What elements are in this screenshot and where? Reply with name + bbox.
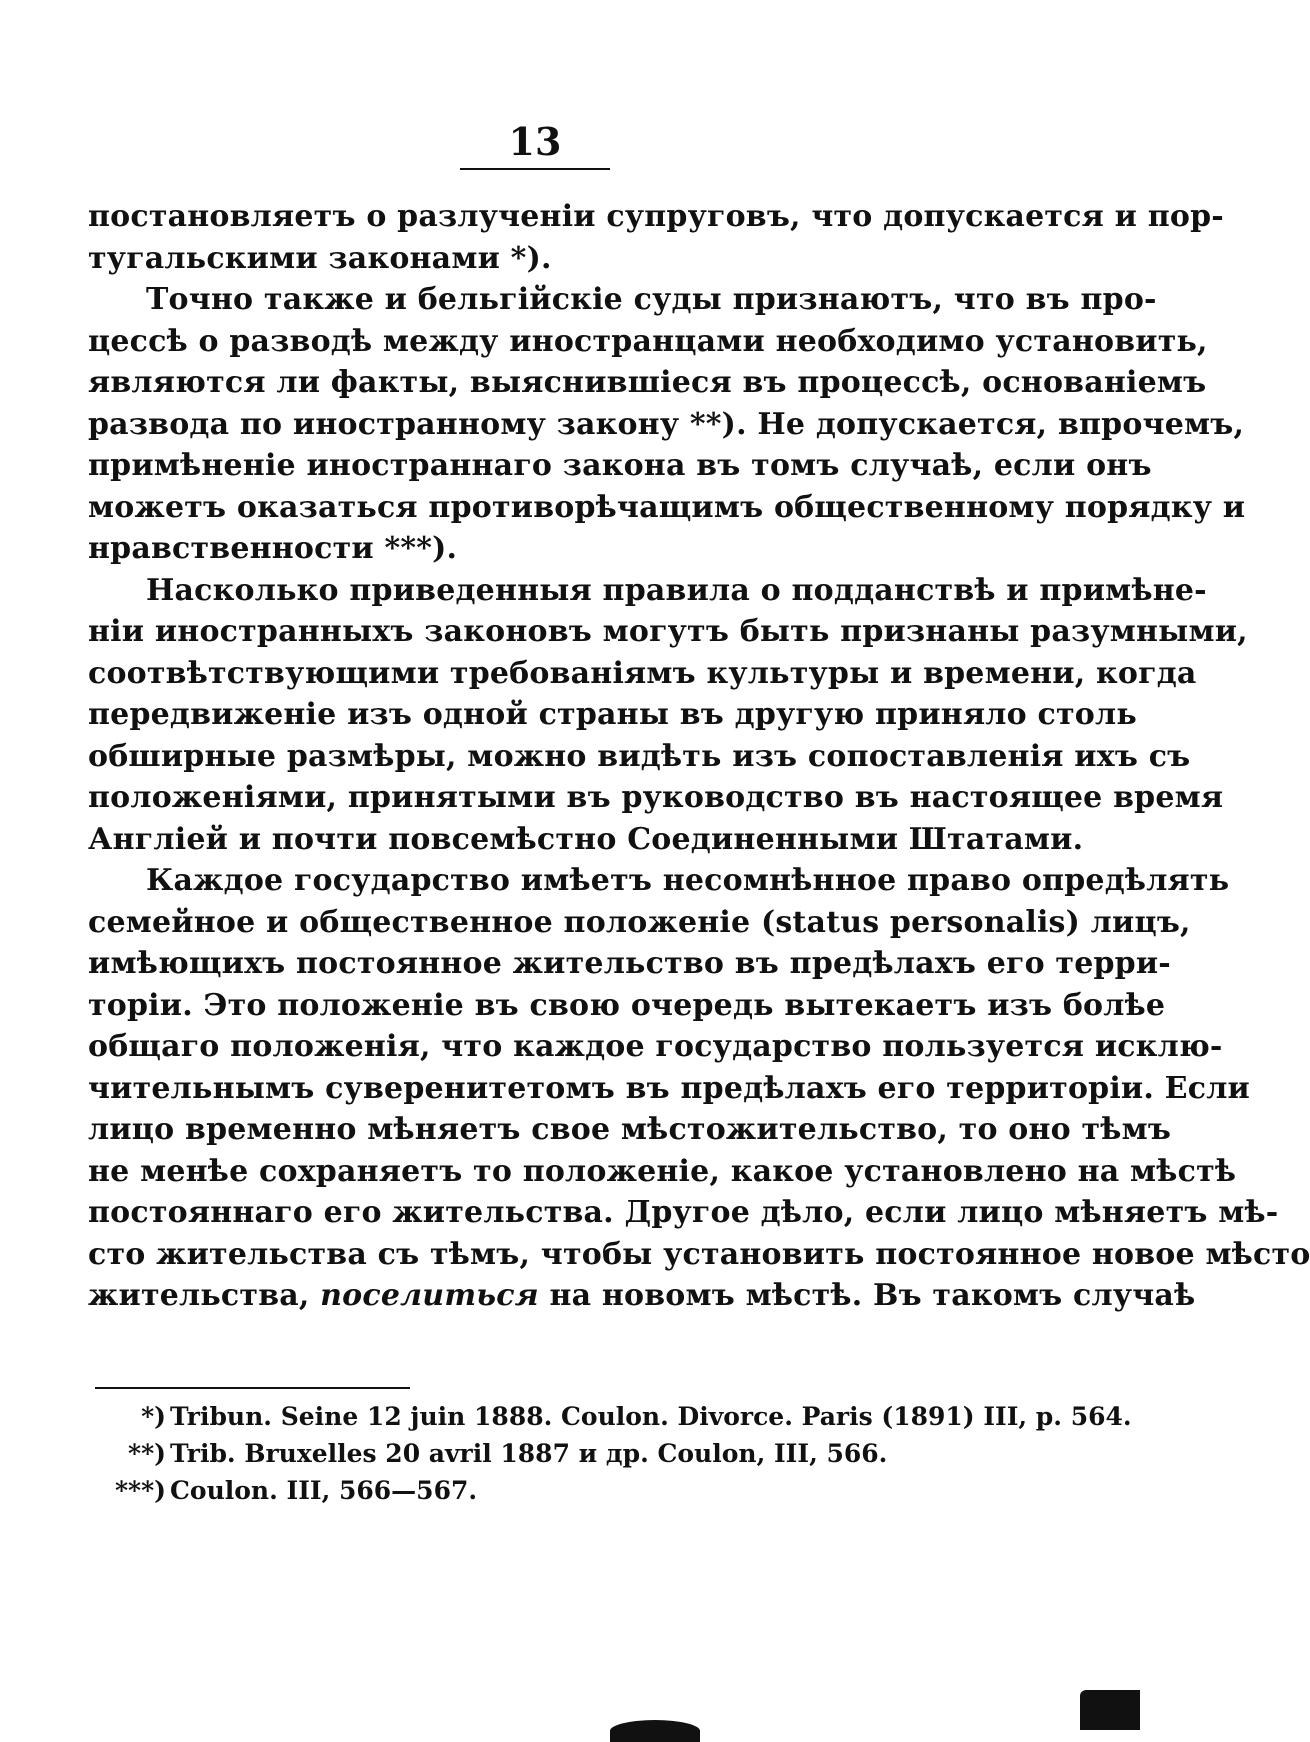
ink-smudge xyxy=(610,1720,700,1742)
text-line: постояннаго его жительства. Другое дѣло, если лицо мѣняетъ мѣ- xyxy=(88,1195,1279,1230)
text-line: нравственности ***). xyxy=(88,531,458,566)
text-line: обширные размѣры, можно видѣть изъ сопоставленія ихъ съ xyxy=(88,738,1191,774)
emphasized-word: поселиться xyxy=(320,1278,539,1313)
text-line: тугальскими законами *). xyxy=(88,240,552,276)
footnote-text: Coulon. III, 566—567. xyxy=(170,1476,478,1505)
text-line: торіи. Это положеніе въ свою очередь вытекаетъ изъ болѣе xyxy=(88,987,1166,1023)
text-line: положеніями, принятыми въ руководство въ настоящее время xyxy=(88,780,1224,815)
footnote xyxy=(96,1435,976,1472)
text-line: семейное и общественное положеніе (status personalis) лицъ, xyxy=(88,904,1191,940)
text-line: можетъ оказаться противорѣчащимъ общественному порядку и xyxy=(88,489,1246,525)
text-line: передвиженіе изъ одной страны въ другую приняло столь xyxy=(88,697,1137,732)
text-line: имѣющихъ постоянное жительство въ предѣлахъ его терри- xyxy=(88,946,1171,981)
text-line: общаго положенія, что каждое государство пользуется исклю- xyxy=(88,1029,1223,1064)
text-line: чительнымъ суверенитетомъ въ предѣлахъ его территоріи. Если xyxy=(88,1070,1251,1106)
text-line: лицо временно мѣняетъ свое мѣстожительство, то оно тѣмъ xyxy=(88,1112,1172,1147)
footnote-mark: **) xyxy=(128,1439,166,1468)
footnote-mark: ***) xyxy=(114,1476,166,1505)
text-segment: на новомъ мѣстѣ. Въ такомъ случаѣ xyxy=(538,1278,1196,1313)
footnote-mark: *) xyxy=(141,1402,166,1431)
text-line: Насколько приведенныя правила о подданствѣ и примѣне- xyxy=(146,572,1207,608)
ink-smudge xyxy=(1080,1690,1140,1730)
text-line xyxy=(88,1275,1196,1317)
text-line: Англіей и почти повсемѣстно Соединенными Штатами. xyxy=(88,821,1084,857)
text-line: постановляетъ о разлученіи супруговъ, что допускается и пор- xyxy=(88,199,1224,234)
text-segment: жительства, xyxy=(88,1278,321,1313)
text-line: цессѣ о разводѣ между иностранцами необходимо установить, xyxy=(88,323,1208,359)
text-line: являются ли факты, выяснившіеся въ процессѣ, основаніемъ xyxy=(88,365,1207,400)
text-line: не менѣе сохраняетъ то положеніе, какое установлено на мѣстѣ xyxy=(88,1153,1237,1189)
text-line: Каждое государство имѣетъ несомнѣнное право опредѣлять xyxy=(146,863,1230,898)
footnote-text: Tribun. Seine 12 juin 1888. Coulon. Divorce. Paris (1891) III, p. 564. xyxy=(170,1402,1132,1431)
footnote xyxy=(96,1472,976,1509)
page-number: 13 xyxy=(508,119,562,164)
text-line: ніи иностранныхъ законовъ могутъ быть признаны разумными, xyxy=(88,614,1248,649)
text-line: соотвѣтствующими требованіямъ культуры и времени, когда xyxy=(88,655,1197,691)
footnote-divider xyxy=(95,1387,410,1389)
footnote xyxy=(96,1398,1132,1435)
footnote-text: Trib. Bruxelles 20 avril 1887 и др. Coulon, III, 566. xyxy=(170,1439,888,1468)
text-line: сто жительства съ тѣмъ, чтобы установить постоянное новое мѣсто xyxy=(88,1236,1310,1272)
page-number-rule xyxy=(460,168,610,170)
body-text xyxy=(88,196,1310,1317)
text-line: примѣненіе иностраннаго закона въ томъ случаѣ, если онъ xyxy=(88,448,1152,483)
text-line: развода по иностранному закону **). Не допускается, впрочемъ, xyxy=(88,406,1245,442)
text-line: Точно также и бельгійскіе суды признаютъ, что въ про- xyxy=(146,282,1157,317)
footnotes xyxy=(96,1398,1132,1509)
